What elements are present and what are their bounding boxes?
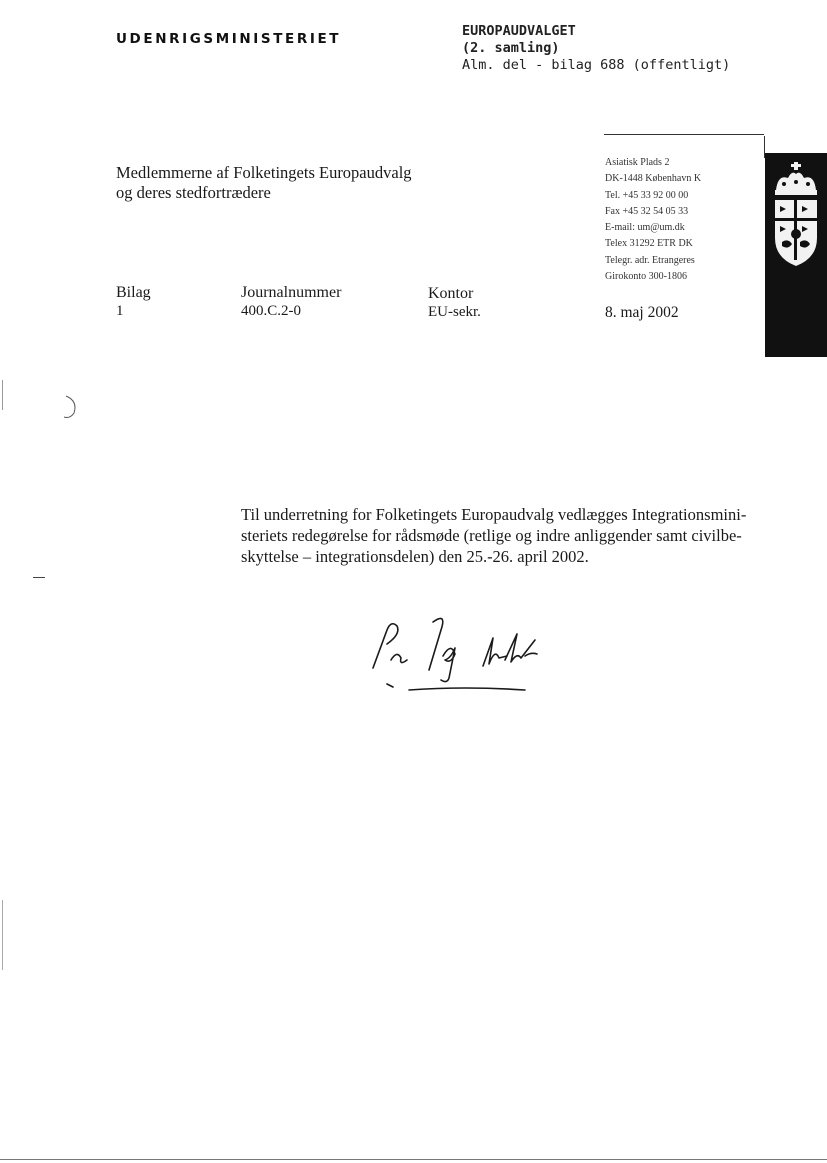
scan-bottom-edge xyxy=(0,1159,827,1160)
letter-date: 8. maj 2002 xyxy=(605,304,679,321)
address-line: Tel. +45 33 92 00 00 xyxy=(605,189,689,201)
body-line: Til underretning for Folketingets Europaudvalg vedlægges Integrationsmini- xyxy=(241,505,747,524)
kontor-value: EU-sekr. xyxy=(428,304,481,320)
margin-mark xyxy=(33,577,45,578)
meta-kontor xyxy=(428,284,481,322)
address-line: DK-1448 København K xyxy=(605,173,702,185)
address-line: Asiatisk Plads 2 xyxy=(605,157,670,168)
address-rule xyxy=(604,134,764,135)
scan-edge-mark xyxy=(2,380,3,410)
address-block xyxy=(605,155,701,285)
recipients xyxy=(116,163,412,203)
ministry-name: UDENRIGSMINISTERIET xyxy=(116,31,342,47)
stamp-line-session: (2. samling) xyxy=(462,40,560,56)
bilag-label: Bilag xyxy=(116,284,151,301)
kontor-label: Kontor xyxy=(428,285,474,302)
recipients-line: og deres stedfortrædere xyxy=(116,183,271,202)
address-line: Telegr. adr. Etrangeres xyxy=(605,254,695,266)
journal-value: 400.C.2-0 xyxy=(241,303,301,319)
filing-stamp xyxy=(462,23,730,74)
address-line: Telex 31292 ETR DK xyxy=(605,238,693,250)
scan-edge-mark xyxy=(2,900,3,970)
royal-crest-icon xyxy=(770,160,822,270)
punch-hole-mark xyxy=(52,393,80,421)
meta-journal xyxy=(241,283,341,321)
address-line: Fax +45 32 54 05 33 xyxy=(605,205,689,217)
recipients-line: Medlemmerne af Folketingets Europaudvalg xyxy=(116,163,412,182)
address-line: E-mail: um@um.dk xyxy=(605,222,685,234)
body-paragraph xyxy=(241,504,761,567)
address-line: Girokonto 300-1806 xyxy=(605,271,687,283)
body-line: skyttelse – integrationsdelen) den 25.-26. april 2002. xyxy=(241,547,589,566)
journal-label: Journalnummer xyxy=(241,284,342,301)
stamp-line-appendix: Alm. del - bilag 688 (offentligt) xyxy=(462,57,731,73)
stamp-line-committee: EUROPAUDVALGET xyxy=(462,23,576,39)
meta-bilag xyxy=(116,283,151,321)
handwritten-signature xyxy=(365,608,565,708)
bilag-value: 1 xyxy=(116,303,124,319)
body-line: steriets redegørelse for rådsmøde (retlige og indre anliggender samt civilbe- xyxy=(241,526,742,545)
